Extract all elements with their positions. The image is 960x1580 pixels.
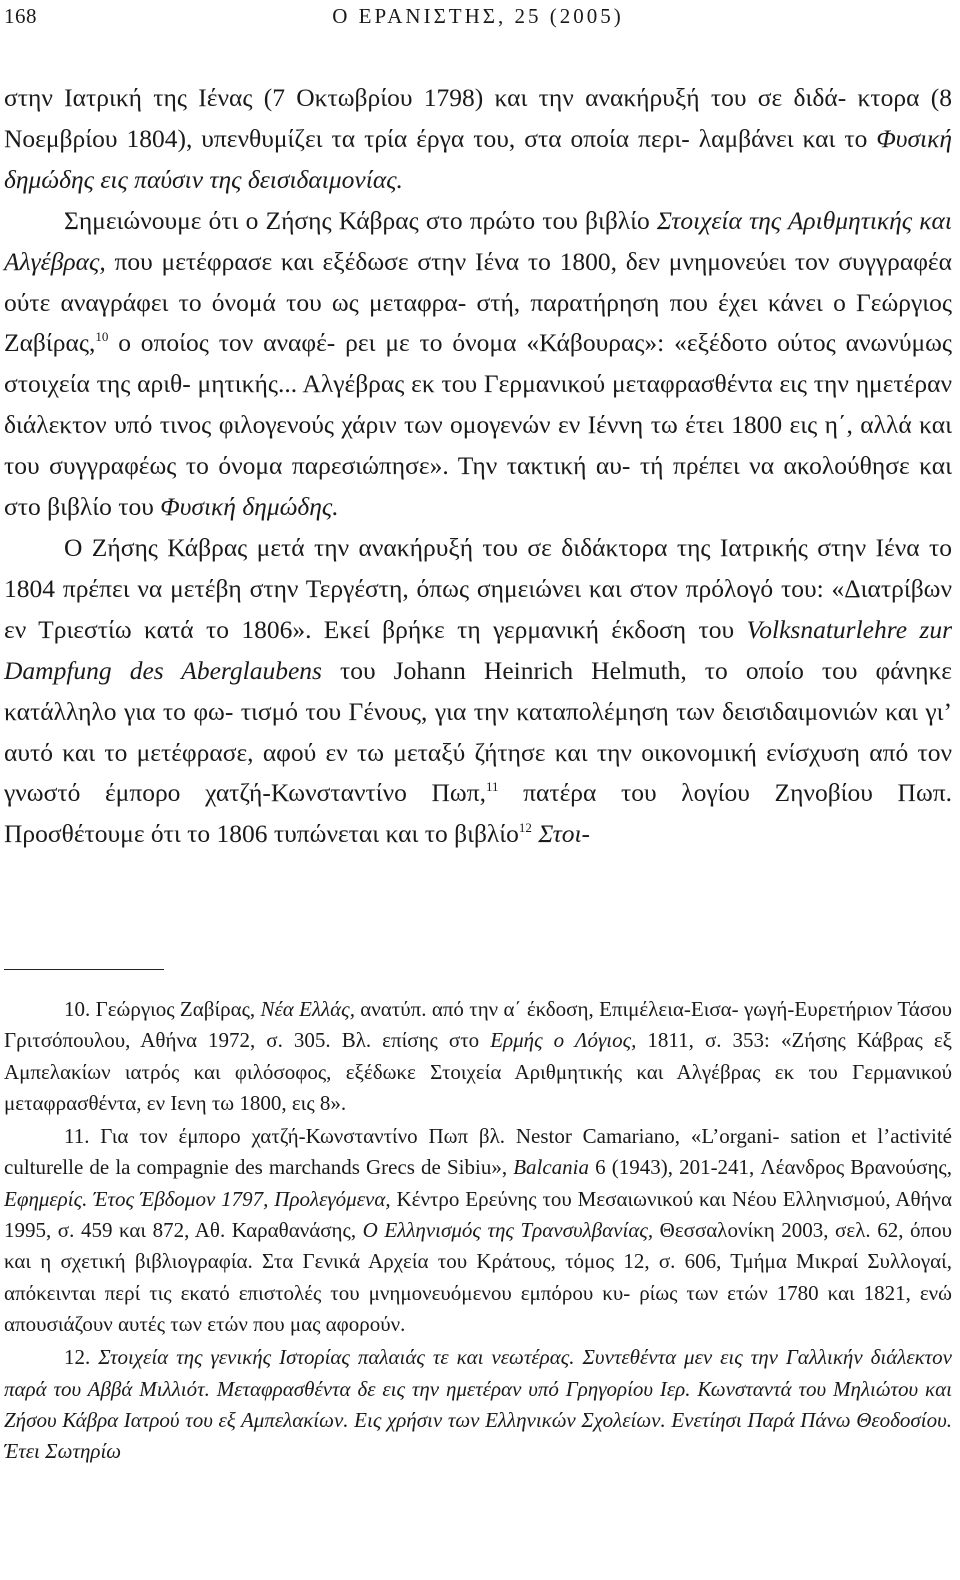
footnotes — [4, 994, 952, 1467]
footnote-ref-10[interactable]: 10 — [95, 329, 109, 345]
text-run: 1811, σ. 353: «Ζήσης Κάβρας εξ Αμπελακίων ιατρός και φιλόσοφος, εξέδωκε Στοιχεία Αριθμητικής και Αλγέβρας εκ του Γερμανικού μεταφρασθέντα, εν Ιενη τω 1800, εις 8». — [4, 1028, 953, 1115]
text-run: 6 (1943), 201-241, Λέανδρος Βρανούσης, — [589, 1155, 952, 1180]
text-run: του Johann Heinrich Helmuth, το οποίο του φάνηκε κατάλληλο για το φω- τισμό του Γένους, για την καταπολέμηση των δεισιδαιμονιών και γι’ αυτό και το μετέφρασε, αφού εν τω μεταξύ ζήτησε και την οικονομική ενίσχυση από τον γνωστό έμπορο χατζή-Κωνσταντίνο Πωπ, — [4, 655, 953, 808]
paragraph-1 — [4, 78, 952, 201]
italic-title: Στοι- — [538, 819, 591, 849]
page-header — [4, 4, 952, 40]
footnote-ref-11[interactable]: 11 — [485, 779, 499, 795]
paragraph-3 — [4, 528, 952, 855]
text-run: πατέρα του λογίου Ζηνοβίου Πωπ. Προσθέτουμε ότι το 1806 τυπώνεται και το βιβλίο — [4, 778, 952, 849]
italic-title: Volksnaturlehre zur Dampfung des Aberglaubens — [4, 614, 952, 685]
text-run: που μετέφρασε και εξέδωσε στην Ιένα το 1800, δεν μνημονεύει τον συγγραφέα ούτε αναγράφει το όνομά του ως μεταφρα- στή, παρατήρηση που έχει κάνει ο Γεώργιος Ζαβίρας, — [4, 246, 952, 358]
main-text — [4, 78, 952, 855]
footnote-12 — [4, 1342, 952, 1467]
italic-title: Στοιχεία της Αριθμητικής και Αλγέβρας, — [4, 205, 953, 276]
italic-title: Φυσική δημώδης εις παύσιν της δεισιδαιμονίας. — [4, 123, 952, 194]
footnote-11 — [4, 1121, 952, 1340]
text-run: Κέντρο Ερεύνης του Μεσαιωνικού και Νέου Ελληνισμού, Αθήνα 1995, σ. 459 και 872, Αθ. Καραθανάσης, — [4, 1186, 952, 1243]
italic-title: Φυσική δημώδης. — [160, 492, 339, 522]
text-run: ανατύπ. από την α΄ έκδοση, Επιμέλεια-Εισα- γωγή-Ευρετήριον Τάσου Γριτσόπουλου, Αθήνα 1972, σ. 305. Βλ. επίσης στο — [4, 997, 952, 1053]
page-number: 168 — [4, 4, 37, 28]
text-run: Ο Ζήσης Κάβρας μετά την ανακήρυξή του σε διδάκτορα της Ιατρικής στην Ιένα το 1804 πρέπει να μετέβη στην Τεργέστη, όπως σημειώνει και στον πρόλογό του: «Διατρίβων εν Τριεστίω κατά το 1806». Εκεί βρήκε τη γερμανική έκδοση του — [4, 532, 952, 644]
text-run: Σημειώνουμε ότι ο Ζήσης Κάβρας στο πρώτο του βιβλίο — [64, 205, 657, 235]
italic-title: Balcania — [513, 1155, 590, 1180]
text-run: 11. Για τον έμπορο χατζή-Κωνσταντίνο Πωπ βλ. Nestor Camariano, «L’organi- sation et l’activité culturelle de la compagnie des marchands Grecs de Sibiu», — [4, 1124, 952, 1180]
text-run: Θεσσαλονίκη 2003, σελ. 62, όπου και η σχετική βιβλιογραφία. Στα Γενικά Αρχεία του Κράτους, τόμος 12, σ. 606, Τμήμα Μικραί Συλλογαί, απόκεινται περί τις εκατό επιστολές του μνημονευόμενου εμπόρου κυ- ρίως των ετών 1780 και 1821, ενώ απουσιάζουν αυτές των ετών που μας αφορούν. — [4, 1218, 953, 1336]
italic-title: Ο Ελληνισμός της Τρανσυλβανίας, — [362, 1218, 654, 1243]
italic-title: Εφημερίς. Έτος Έβδομον 1797, Προλεγόμενα, — [4, 1186, 391, 1211]
text-run: 12. — [64, 1345, 99, 1370]
text-run: ο οποίος τον αναφέ- ρει με το όνομα «Κάβουρας»: «εξέδοτο ούτος ανωνύμως στοιχεία της αριθ- μητικής... Αλγέβρας εκ του Γερμανικού μεταφρασθέντα εις την ημετέραν διάλεκτον υπό τινος φιλογενούς χάριν των ομογενών εν Ιέννη τω έτει 1800 εις η΄, αλλά και του συγγραφέως το όνομα παρεσιώπησε». Την τακτική αυ- τή πρέπει να ακολούθησε και στο βιβλίο του — [4, 328, 952, 522]
text-run: 10. Γεώργιος Ζαβίρας, — [64, 997, 261, 1021]
paragraph-2 — [4, 201, 952, 528]
footnote-ref-12[interactable]: 12 — [518, 820, 532, 836]
italic-title: Στοιχεία της γενικής Ιστορίας παλαιάς τε και νεωτέρας. Συντεθέντα μεν εις την Γαλλικήν διάλεκτον παρά του Αββά Μιλλιότ. Μεταφρασθέντα δε εις την ημετέραν υπό Γρηγορίου Ιερ. Κωνσταντά του Μηλιώτου και Ζήσου Κάβρα Ιατρού του εξ Αμπελακίων. Εις χρήσιν των Ελληνικών Σχολείων. Ενετίησι Παρά Πάνω Θεοδοσίου. Έτει Σωτηρίω — [4, 1345, 953, 1464]
italic-title: Ερμής ο Λόγιος, — [490, 1028, 637, 1053]
footnote-separator — [4, 969, 164, 970]
italic-title: Νέα Ελλάς, — [260, 997, 355, 1021]
running-title: Ο ΕΡΑΝΙΣΤΗΣ, 25 (2005) — [332, 4, 624, 28]
text-run: στην Ιατρική της Ιένας (7 Οκτωβρίου 1798) και την ανακήρυξή του σε διδά- κτορα (8 Νοεμβρίου 1804), υπενθυμίζει τα τρία έργα του, στα οποία περι- λαμβάνει και το — [4, 83, 952, 153]
footnote-10 — [4, 994, 952, 1119]
